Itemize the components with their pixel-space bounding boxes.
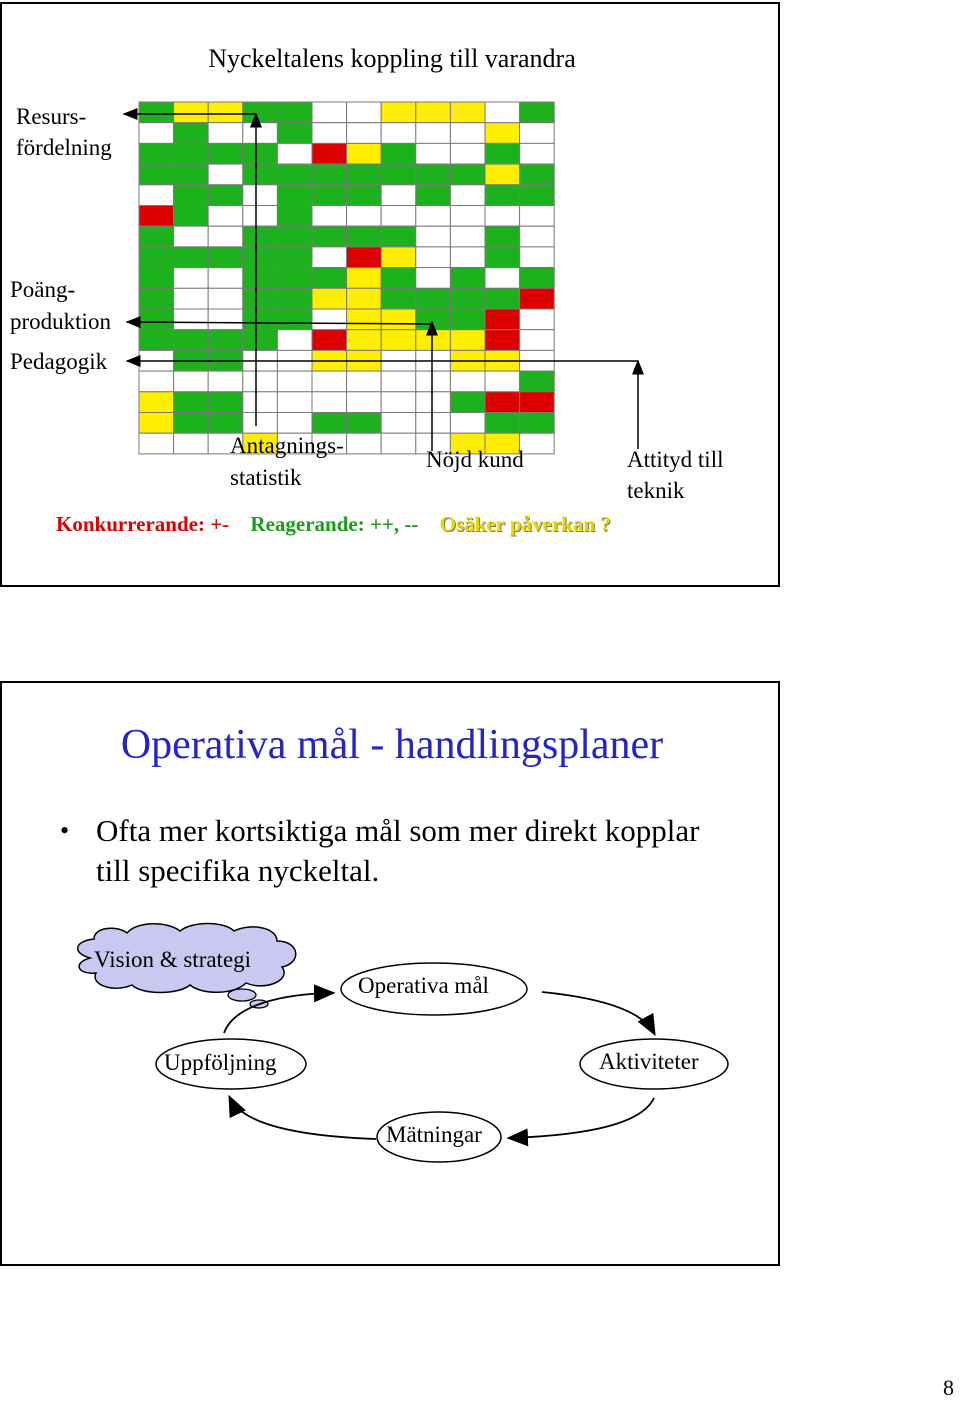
page-number: 8 <box>943 1375 954 1400</box>
matrix-cell <box>520 330 555 351</box>
matrix-cell <box>139 164 174 185</box>
matrix-cell <box>277 330 312 351</box>
matrix-cell <box>208 268 243 289</box>
matrix-cell <box>312 268 347 289</box>
matrix-cell <box>485 102 520 123</box>
matrix-cell <box>416 288 451 309</box>
matrix-cell <box>520 143 555 164</box>
matrix-cell <box>416 247 451 268</box>
matrix-cell <box>381 102 416 123</box>
matrix-cell <box>277 143 312 164</box>
matrix-cell <box>208 288 243 309</box>
matrix-cell <box>312 164 347 185</box>
slide2-title: Operativa mål - handlingsplaner <box>120 722 664 768</box>
matrix-cell <box>520 392 555 413</box>
matrix-cell <box>381 164 416 185</box>
label-attityd-line2: teknik <box>627 478 685 503</box>
matrix-cell <box>485 330 520 351</box>
matrix-cell <box>347 288 382 309</box>
matrix-cell <box>277 206 312 227</box>
slide1-title: Nyckeltalens koppling till varandra <box>208 44 576 73</box>
matrix-cell <box>277 288 312 309</box>
matrix-cell <box>243 226 278 247</box>
matrix-cell <box>347 392 382 413</box>
matrix-cell <box>520 123 555 144</box>
matrix-cell <box>347 309 382 330</box>
matrix-cell <box>208 164 243 185</box>
matrix-cell <box>139 392 174 413</box>
label-antagning-line2: statistik <box>230 465 302 490</box>
matrix-cell <box>208 102 243 123</box>
matrix-cell <box>312 309 347 330</box>
matrix-cell <box>485 309 520 330</box>
label-matningar: Mätningar <box>386 1122 482 1147</box>
matrix-cell <box>139 309 174 330</box>
matrix-cell <box>381 247 416 268</box>
matrix-cell <box>450 143 485 164</box>
matrix-cell <box>174 185 209 206</box>
matrix-cell <box>243 371 278 392</box>
label-operativa-mal: Operativa mål <box>358 973 489 998</box>
matrix-cell <box>485 206 520 227</box>
matrix-cell <box>139 143 174 164</box>
matrix-cell <box>450 206 485 227</box>
matrix-cell <box>208 185 243 206</box>
matrix-cell <box>243 330 278 351</box>
matrix-cell <box>416 206 451 227</box>
matrix-cell <box>520 288 555 309</box>
matrix-cell <box>450 123 485 144</box>
matrix-cell <box>174 143 209 164</box>
label-nojd-kund: Nöjd kund <box>426 447 524 472</box>
matrix-cell <box>416 413 451 434</box>
matrix-cell <box>208 123 243 144</box>
matrix-cell <box>174 309 209 330</box>
matrix-cell <box>347 143 382 164</box>
matrix-cell <box>520 164 555 185</box>
matrix-cell <box>312 247 347 268</box>
matrix-cell <box>381 309 416 330</box>
matrix-cell <box>381 143 416 164</box>
label-poang-line2: produktion <box>10 309 111 334</box>
matrix-cell <box>485 143 520 164</box>
matrix-cell <box>520 247 555 268</box>
matrix-cell <box>347 433 382 454</box>
matrix-cell <box>416 123 451 144</box>
matrix-cell <box>347 226 382 247</box>
matrix-cell <box>243 185 278 206</box>
matrix-cell <box>450 392 485 413</box>
matrix-cell <box>347 185 382 206</box>
matrix-cell <box>347 164 382 185</box>
matrix-cell <box>381 123 416 144</box>
matrix-cell <box>347 123 382 144</box>
matrix-cell <box>277 371 312 392</box>
matrix-cell <box>450 288 485 309</box>
matrix-cell <box>347 247 382 268</box>
matrix-cell <box>243 102 278 123</box>
matrix-cell <box>485 185 520 206</box>
label-uppfoljning: Uppföljning <box>164 1050 277 1075</box>
matrix-cell <box>139 185 174 206</box>
matrix-cell <box>485 392 520 413</box>
legend-konkurrerande: Konkurrerande: +- <box>56 512 230 536</box>
matrix-cell <box>485 371 520 392</box>
matrix-cell <box>381 268 416 289</box>
matrix-cell <box>450 309 485 330</box>
arrow-to-matningar <box>510 1098 654 1138</box>
matrix-cell <box>381 288 416 309</box>
matrix-cell <box>485 247 520 268</box>
matrix-cell <box>139 206 174 227</box>
matrix-cell <box>520 206 555 227</box>
matrix-cell <box>174 371 209 392</box>
matrix-cell <box>520 413 555 434</box>
matrix-cell <box>174 330 209 351</box>
matrix-cell <box>243 164 278 185</box>
matrix-cell <box>174 433 209 454</box>
matrix-cell <box>347 268 382 289</box>
matrix-cell <box>243 247 278 268</box>
legend <box>56 512 627 537</box>
matrix-cell <box>520 268 555 289</box>
matrix-cell <box>312 206 347 227</box>
matrix-cell <box>416 268 451 289</box>
label-antagning-line1: Antagnings- <box>230 433 344 458</box>
matrix-cell <box>312 123 347 144</box>
matrix-cell <box>450 413 485 434</box>
matrix-cell <box>139 371 174 392</box>
matrix-cell <box>174 288 209 309</box>
matrix-cell <box>174 206 209 227</box>
matrix-cell <box>277 247 312 268</box>
matrix-cell <box>520 371 555 392</box>
matrix-cell <box>277 392 312 413</box>
matrix-cell <box>174 247 209 268</box>
slide-key-figures <box>0 2 780 587</box>
matrix-cell <box>347 371 382 392</box>
matrix-cell <box>520 102 555 123</box>
matrix-cell <box>381 206 416 227</box>
matrix-cell <box>485 123 520 144</box>
matrix-cell <box>381 185 416 206</box>
bullet-text: Ofta mer kortsiktiga mål som mer direkt kopplar till specifika nyckeltal. <box>96 813 700 888</box>
matrix-cell <box>277 123 312 144</box>
matrix-cell <box>450 371 485 392</box>
matrix-cell <box>450 185 485 206</box>
label-aktiviteter: Aktiviteter <box>599 1049 699 1074</box>
matrix-cell <box>277 102 312 123</box>
arrow-to-aktiviteter <box>542 992 654 1033</box>
matrix-cell <box>485 288 520 309</box>
matrix-cell <box>139 330 174 351</box>
matrix-cell <box>381 392 416 413</box>
matrix-cell <box>312 226 347 247</box>
matrix-cell <box>174 392 209 413</box>
matrix-cell <box>139 288 174 309</box>
matrix-cell <box>347 102 382 123</box>
matrix-cell <box>174 102 209 123</box>
matrix-cell <box>139 247 174 268</box>
matrix-cell <box>450 102 485 123</box>
matrix-cell <box>312 143 347 164</box>
matrix-cell <box>312 392 347 413</box>
legend-osaker: Osäker påverkan ? <box>439 512 611 536</box>
matrix-cell <box>174 164 209 185</box>
matrix-cell <box>450 330 485 351</box>
matrix-cell <box>520 433 555 454</box>
matrix-cell <box>416 392 451 413</box>
matrix-cell <box>450 268 485 289</box>
label-poang-line1: Poäng- <box>10 277 76 302</box>
label-pedagogik: Pedagogik <box>10 349 108 374</box>
matrix-cell <box>277 226 312 247</box>
label-attityd-line1: Attityd till <box>627 447 724 472</box>
matrix-cell <box>416 371 451 392</box>
matrix-cell <box>277 309 312 330</box>
matrix-cell <box>208 206 243 227</box>
matrix-cell <box>450 226 485 247</box>
matrix-cell <box>381 226 416 247</box>
matrix-cell <box>277 185 312 206</box>
matrix-cell <box>381 371 416 392</box>
matrix-cell <box>312 371 347 392</box>
matrix-cell <box>416 309 451 330</box>
matrix-cell <box>139 123 174 144</box>
matrix-cell <box>208 309 243 330</box>
matrix-cell <box>243 288 278 309</box>
matrix-cell <box>416 143 451 164</box>
matrix-cell <box>381 413 416 434</box>
matrix-cell <box>312 185 347 206</box>
matrix-cell <box>277 268 312 289</box>
matrix-cell <box>347 206 382 227</box>
matrix-cell <box>139 102 174 123</box>
matrix-cell <box>174 268 209 289</box>
matrix-cell <box>312 330 347 351</box>
matrix-cell <box>416 226 451 247</box>
matrix-cell <box>416 164 451 185</box>
matrix-cell <box>208 247 243 268</box>
matrix-cell <box>485 413 520 434</box>
matrix-cell <box>485 164 520 185</box>
legend-reagerande: Reagerande: ++, -- <box>250 512 419 536</box>
matrix-cell <box>208 143 243 164</box>
bullet-dot: • <box>60 816 70 845</box>
label-resurs-line1: Resurs- <box>16 104 87 129</box>
matrix-cell <box>174 123 209 144</box>
label-resurs-line2: fördelning <box>16 135 112 160</box>
matrix-cell <box>416 185 451 206</box>
matrix-cell <box>208 392 243 413</box>
matrix-cell <box>174 413 209 434</box>
matrix-cell <box>312 288 347 309</box>
matrix-cell <box>485 226 520 247</box>
label-vision: Vision & strategi <box>94 947 252 972</box>
matrix-cell <box>450 164 485 185</box>
matrix-cell <box>243 123 278 144</box>
matrix-cell <box>347 330 382 351</box>
matrix-cell <box>208 330 243 351</box>
matrix-cell <box>416 330 451 351</box>
matrix-cell <box>520 185 555 206</box>
matrix-cell <box>347 413 382 434</box>
matrix-cell <box>243 268 278 289</box>
matrix-cell <box>381 433 416 454</box>
arrow-to-uppfoljning <box>230 1098 376 1139</box>
matrix-cell <box>139 268 174 289</box>
matrix-cell <box>243 309 278 330</box>
matrix-cell <box>381 330 416 351</box>
matrix-cell <box>243 206 278 227</box>
matrix-cell <box>450 247 485 268</box>
matrix-cell <box>312 102 347 123</box>
matrix-cell <box>139 226 174 247</box>
slide-operativa-mal <box>0 681 780 1266</box>
matrix-cell <box>416 102 451 123</box>
matrix-cell <box>139 413 174 434</box>
matrix-cell <box>208 226 243 247</box>
matrix-cell <box>243 143 278 164</box>
matrix-cell <box>520 226 555 247</box>
matrix-cell <box>243 392 278 413</box>
matrix-cell <box>485 268 520 289</box>
matrix-cell <box>520 309 555 330</box>
matrix-cell <box>174 226 209 247</box>
matrix-cell <box>277 164 312 185</box>
matrix-cell <box>208 371 243 392</box>
matrix-cell <box>139 433 174 454</box>
